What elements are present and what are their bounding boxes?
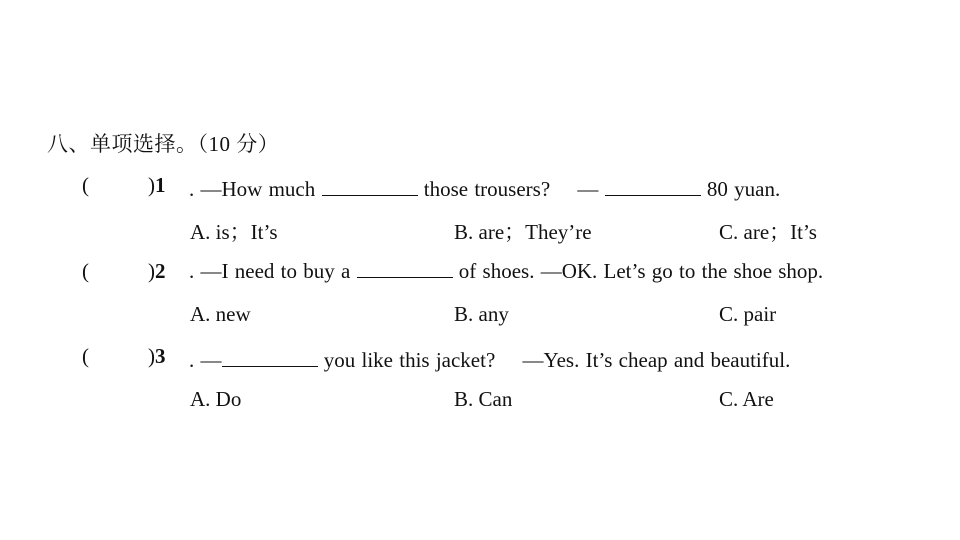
answer-blank-2[interactable] (605, 177, 701, 196)
answer-blank-1[interactable] (357, 259, 453, 278)
option-c[interactable]: C. Are (719, 387, 774, 411)
stem-text-1: . — (189, 348, 222, 372)
answer-paren-open: ( (82, 173, 89, 197)
question-3-options (0, 387, 960, 417)
question-2-options (0, 302, 960, 332)
paren-close-char: ) (148, 173, 155, 197)
question-3 (0, 344, 960, 374)
paren-close-char: ) (148, 344, 155, 368)
section-score: （10 分） (197, 132, 280, 156)
stem-text-3: 80 yuan. (706, 177, 781, 201)
question-number: 2 (155, 259, 166, 283)
question-2 (0, 259, 960, 289)
stem-text-2: of shoes. —OK. Let’s go to the shoe shop. (458, 259, 824, 283)
stem-text-2: you like this jacket? —Yes. It’s cheap and beautiful. (323, 348, 791, 372)
answer-paren-open: ( (82, 344, 89, 368)
section-title-text: 八、单项选择。 (47, 132, 198, 156)
question-1-options (0, 216, 960, 246)
paren-close-char: ) (148, 259, 155, 283)
question-stem (189, 344, 790, 374)
question-number: 1 (155, 173, 166, 197)
option-b[interactable]: B. any (454, 302, 509, 326)
answer-blank-1[interactable] (322, 177, 418, 196)
stem-text-2: those trousers? — (423, 177, 599, 201)
answer-paren-close (148, 173, 166, 198)
option-b[interactable]: B. are；They’re (454, 220, 592, 244)
stem-text-1: . —How much (189, 177, 316, 201)
option-b[interactable]: B. Can (454, 387, 513, 411)
option-c[interactable]: C. are；It’s (719, 220, 817, 244)
option-a[interactable]: A. Do (190, 387, 242, 411)
option-a[interactable]: A. new (190, 302, 251, 326)
answer-paren-close (148, 344, 166, 369)
section-heading (47, 128, 279, 158)
question-number: 3 (155, 344, 166, 368)
answer-paren-close (148, 259, 166, 284)
question-stem (189, 173, 780, 203)
option-c[interactable]: C. pair (719, 302, 777, 326)
stem-text-1: . —I need to buy a (189, 259, 351, 283)
question-1 (0, 173, 960, 203)
answer-paren-open: ( (82, 259, 89, 283)
option-a[interactable]: A. is；It’s (190, 220, 278, 244)
answer-blank-1[interactable] (222, 348, 318, 367)
question-stem (189, 259, 823, 284)
